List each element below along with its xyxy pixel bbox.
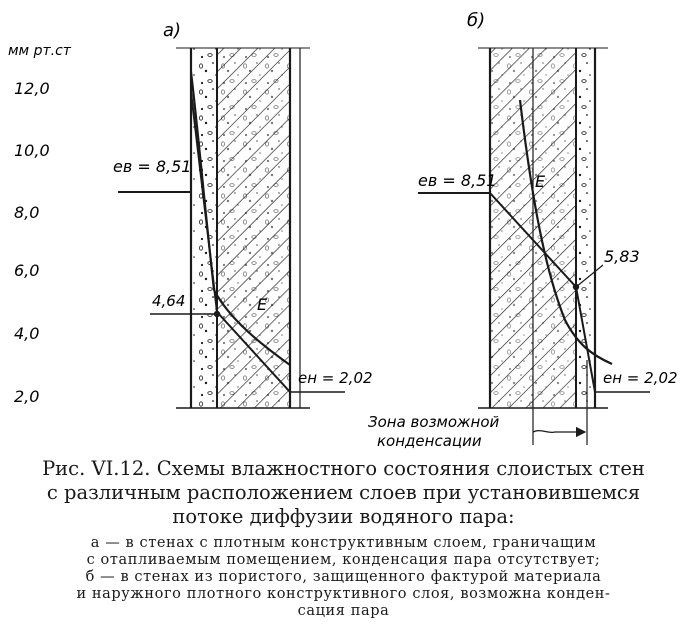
y-tick-2: 2,0 — [14, 387, 40, 406]
caption-title-line-3: потоке диффузии водяного пара: — [172, 505, 515, 528]
y-axis-ticks — [14, 79, 50, 406]
panel-b-label: б) — [467, 10, 486, 31]
condensation-zone-label-1: Зона возможной — [368, 413, 500, 431]
panel-b-inner-pressure-label: eв = 8,51 — [418, 171, 497, 190]
caption-legend-line-4: и наружного плотного конструктивного слоя, возможна конден- — [76, 586, 611, 602]
caption-legend-line-1: а — в стенах с плотным конструктивным слоем, граничащим — [90, 535, 597, 551]
caption-title — [10, 457, 677, 529]
caption-legend-line-2: с отапливаемым помещением, конденсация пара отсутствует; — [86, 552, 601, 568]
panel-a-boundary-value: 4,64 — [152, 292, 186, 310]
y-tick-8: 8,0 — [14, 203, 40, 222]
y-unit-label: мм рт.ст — [8, 43, 71, 59]
panel-a — [113, 20, 373, 408]
y-tick-6: 6,0 — [14, 261, 40, 280]
y-tick-10: 10,0 — [14, 141, 50, 160]
figure-caption — [10, 457, 677, 620]
panel-a-curve-label: E — [257, 295, 268, 314]
panel-b-curve-label: E — [535, 172, 546, 191]
caption-title-line-1: Рис. VI.12. Схемы влажностного состояния слоистых стен — [42, 457, 645, 480]
panel-b-boundary-value: 5,83 — [604, 247, 640, 266]
caption-title-line-2: с различным расположением слоев при установившемся — [46, 481, 641, 504]
y-tick-12: 12,0 — [14, 79, 50, 98]
caption-legend-line-3: б — в стенах из пористого, защищенного фактурой материала — [85, 569, 602, 585]
panel-a-boundary-point — [214, 311, 220, 317]
panel-b-outer-pressure-label: eн = 2,02 — [603, 369, 678, 387]
panel-a-outer-pressure-label: eн = 2,02 — [298, 369, 373, 387]
panel-b — [368, 10, 678, 450]
condensation-zone-label-2: конденсации — [377, 432, 482, 450]
y-tick-4: 4,0 — [14, 324, 40, 343]
panel-a-label: а) — [163, 20, 182, 41]
caption-legend — [10, 535, 677, 620]
panel-a-inner-pressure-label: eв = 8,51 — [113, 157, 192, 176]
caption-legend-line-5: сация пара — [297, 603, 390, 619]
